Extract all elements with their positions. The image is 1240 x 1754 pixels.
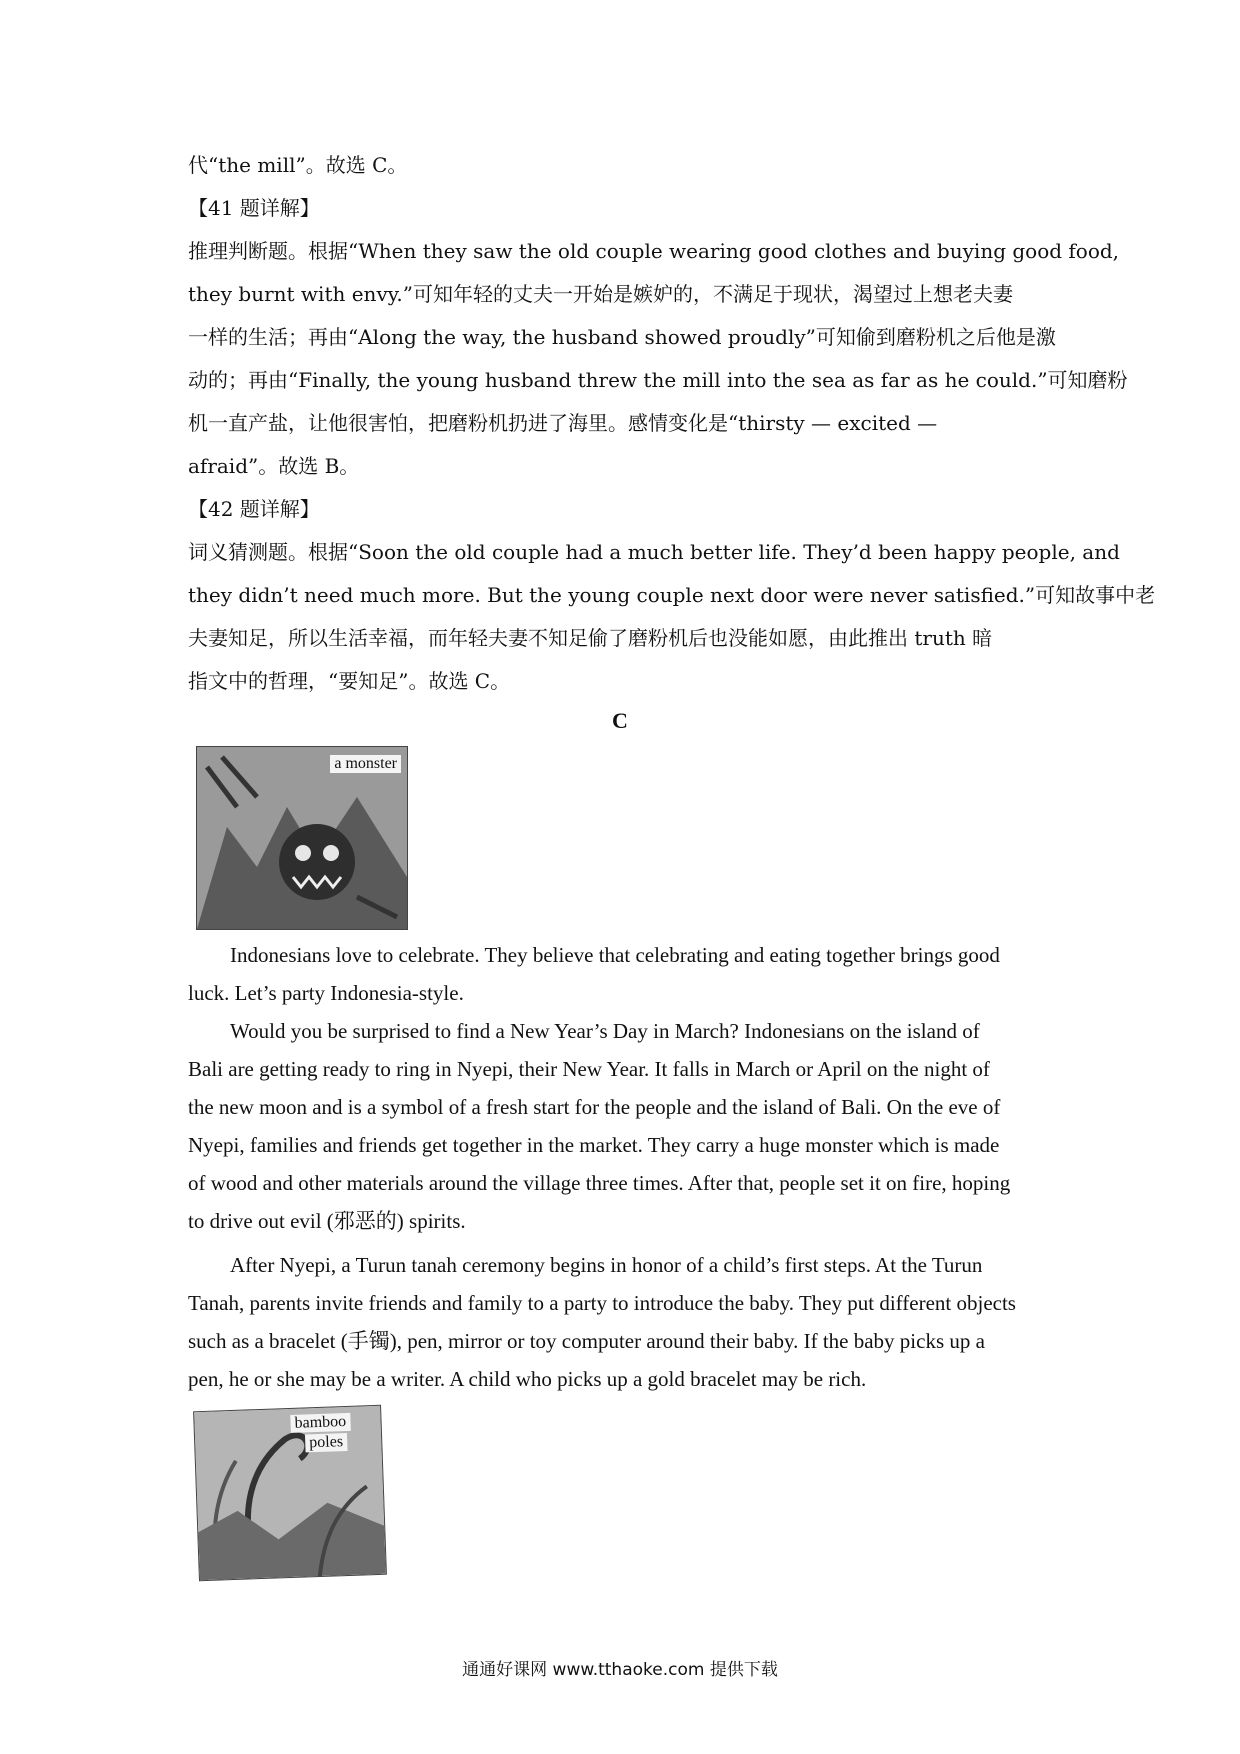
q42-title: 【42 题详解】 (188, 497, 320, 521)
bamboo-poles-photo (193, 1405, 387, 1581)
para-2-line: Would you be surprised to find a New Year’s Day in March? Indonesians on the island of (230, 1019, 980, 1043)
section-c-heading: C (612, 708, 628, 733)
para-2-line: Nyepi, families and friends get together in the market. They carry a huge monster which is made (188, 1133, 1000, 1157)
q42-line: 指文中的哲理，“要知足”。故选 C。 (188, 669, 511, 693)
para-1-line: Indonesians love to celebrate. They believe that celebrating and eating together brings good (230, 943, 1000, 967)
para-2-line: Bali are getting ready to ring in Nyepi, their New Year. It falls in March or April on the night of (188, 1057, 990, 1081)
q41-line: 一样的生活；再由“Along the way, the husband showed proudly”可知偷到磨粉机之后他是激 (188, 325, 1056, 349)
monster-illustration (197, 747, 407, 929)
para-2-line: to drive out evil (邪恶的) spirits. (188, 1209, 466, 1233)
analysis-section (188, 144, 1156, 703)
monster-photo (196, 746, 408, 930)
prev-answer-tail: 代“the mill”。故选 C。 (188, 153, 408, 177)
q41-title: 【41 题详解】 (188, 196, 320, 220)
para-3-line: pen, he or she may be a writer. A child who picks up a gold bracelet may be rich. (188, 1367, 867, 1391)
para-3-line: Tanah, parents invite friends and family to a party to introduce the baby. They put different objects (188, 1291, 1016, 1315)
q42-line: they didn’t need much more. But the young couple next door were never satisfied.”可知故事中老 (188, 583, 1156, 607)
passage-c (188, 936, 1060, 1398)
poles-label: poles (305, 1433, 347, 1452)
para-2-line: of wood and other materials around the village three times. After that, people set it on fire, hoping (188, 1171, 1011, 1195)
q42-line: 词义猜测题。根据“Soon the old couple had a much better life. They’d been happy people, and (188, 540, 1120, 564)
para-2-line: the new moon and is a symbol of a fresh start for the people and the island of Bali. On the eve of (188, 1095, 1001, 1119)
q42-line: 夫妻知足，所以生活幸福，而年轻夫妻不知足偷了磨粉机后也没能如愿，由此推出 truth 暗 (188, 626, 993, 650)
q41-line: afraid”。故选 B。 (188, 454, 360, 478)
q41-line: 动的；再由“Finally, the young husband threw the mill into the sea as far as he could.”可知磨粉 (188, 368, 1128, 392)
para-1-line: luck. Let’s party Indonesia-style. (188, 981, 464, 1005)
q41-line: they burnt with envy.”可知年轻的丈夫一开始是嫉妒的，不满足于现状，渴望过上想老夫妻 (188, 282, 1013, 306)
monster-label: a monster (330, 755, 401, 773)
para-3-line: After Nyepi, a Turun tanah ceremony begins in honor of a child’s first steps. At the Turun (230, 1253, 983, 1277)
q41-line: 机一直产盐，让他很害怕，把磨粉机扔进了海里。感情变化是“thirsty — excited — (188, 411, 938, 435)
para-3-line: such as a bracelet (手镯), pen, mirror or toy computer around their baby. If the baby picks up a (188, 1329, 985, 1353)
page-footer: 通通好课网 www.tthaoke.com 提供下载 (462, 1660, 778, 1680)
bamboo-label: bamboo (290, 1413, 350, 1433)
q41-line: 推理判断题。根据“When they saw the old couple wearing good clothes and buying good food, (188, 239, 1120, 263)
